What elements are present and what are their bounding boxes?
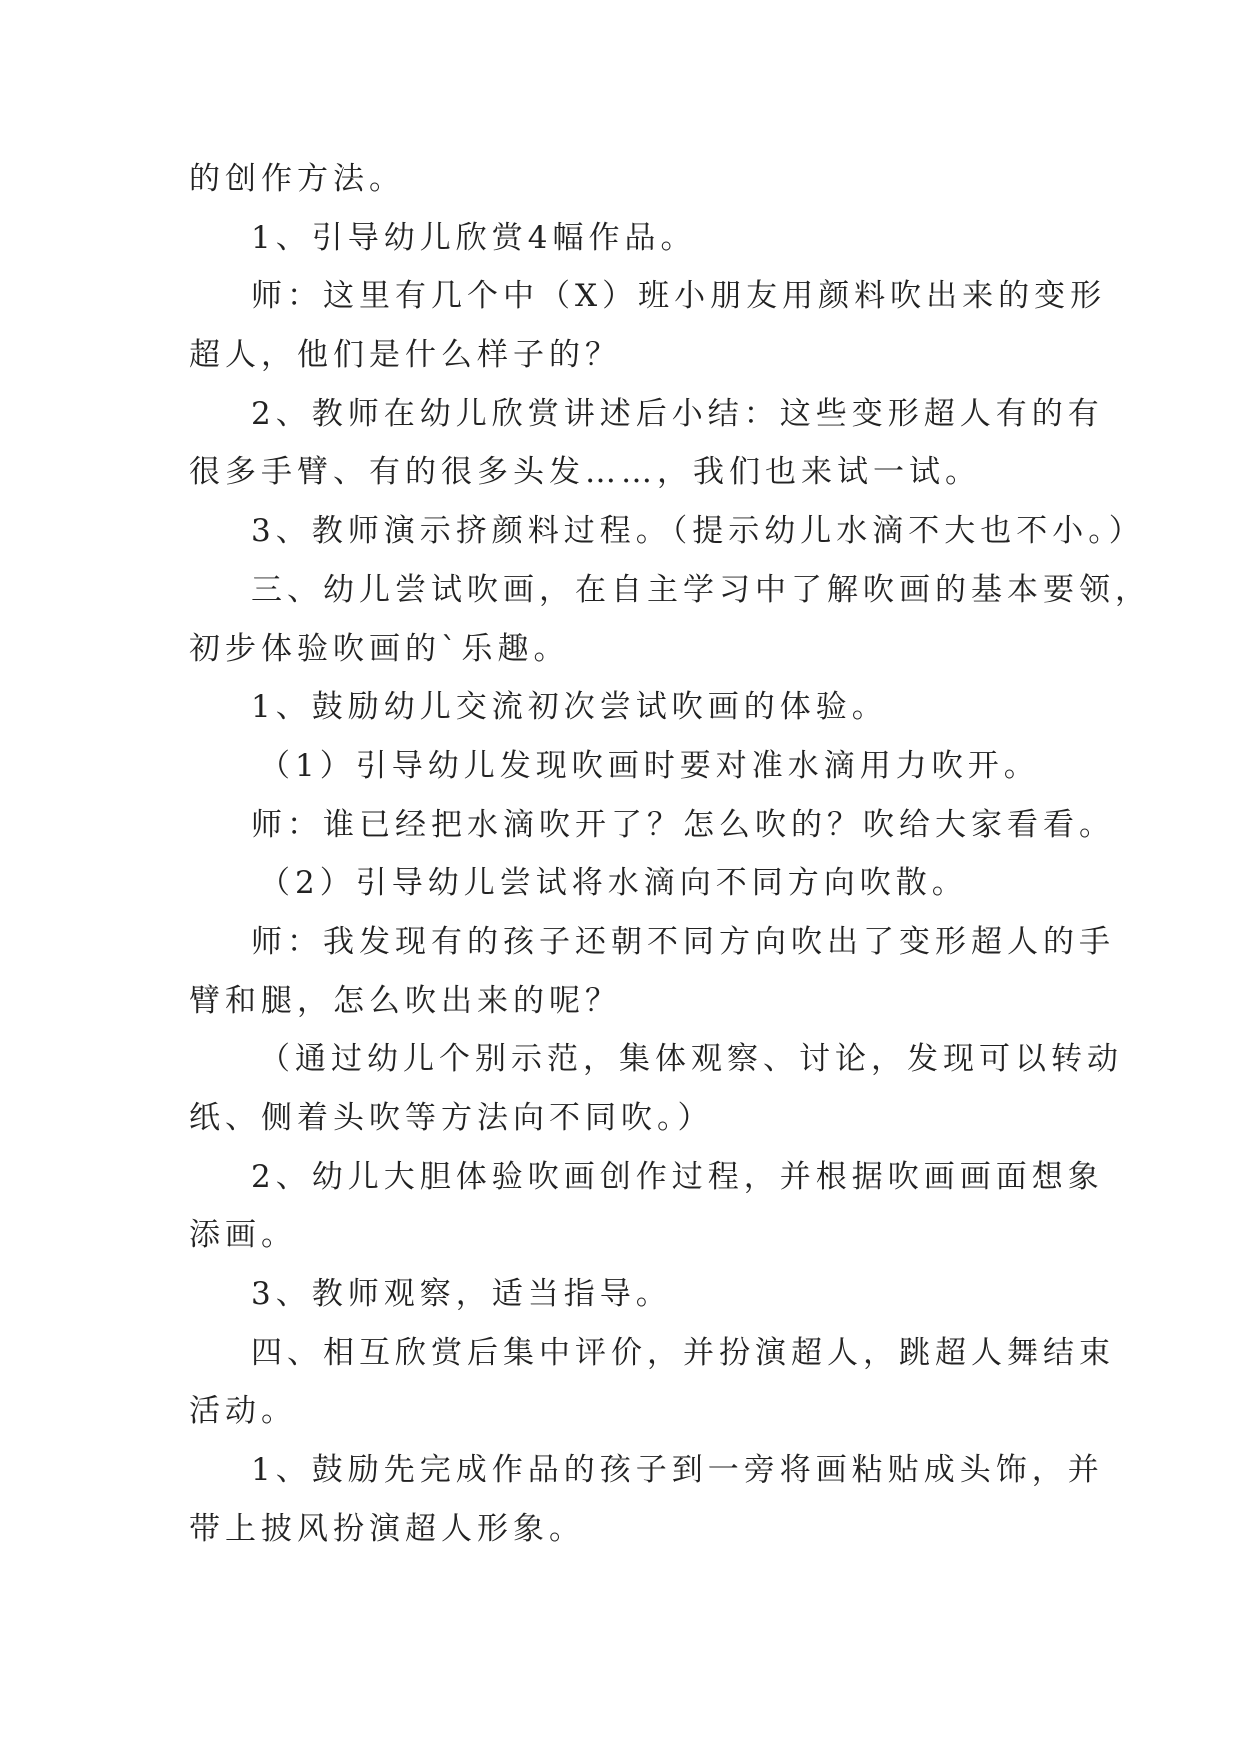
text-line: 师：这里有几个中（X）班小朋友用颜料吹出来的变形 xyxy=(251,278,1107,315)
body-text xyxy=(189,150,1151,1559)
text-line: 2、教师在幼儿欣赏讲述后小结：这些变形超人有的有 xyxy=(251,395,1104,432)
text-line: 1、鼓励先完成作品的孩子到一旁将画粘贴成头饰，并 xyxy=(251,1452,1104,1489)
text-line: 活动。 xyxy=(189,1393,297,1430)
text-line: 纸、侧着头吹等方法向不同吹。） xyxy=(189,1100,714,1136)
text-line: （2）引导幼儿尝试将水滴向不同方向吹散。 xyxy=(259,865,968,902)
text-line: 很多手臂、有的很多头发……，我们也来试一试。 xyxy=(189,454,981,491)
text-line: 1、鼓励幼儿交流初次尝试吹画的体验。 xyxy=(251,689,888,726)
text-line: 3、教师演示挤颜料过程。（提示幼儿水滴不大也不小。） xyxy=(251,513,1145,550)
text-line: （通过幼儿个别示范，集体观察、讨论，发现可以转动 xyxy=(259,1041,1123,1078)
text-line: 初步体验吹画的`乐趣。 xyxy=(189,630,570,667)
text-line: 2、幼儿大胆体验吹画创作过程，并根据吹画画面想象 xyxy=(251,1158,1104,1195)
text-line: （1）引导幼儿发现吹画时要对准水滴用力吹开。 xyxy=(259,747,1040,784)
text-line: 四、相互欣赏后集中评价，并扮演超人，跳超人舞结束 xyxy=(251,1334,1115,1371)
text-line: 师：谁已经把水滴吹开了？怎么吹的？吹给大家看看。 xyxy=(251,806,1115,843)
text-line: 师：我发现有的孩子还朝不同方向吹出了变形超人的手 xyxy=(251,923,1115,960)
text-line: 臂和腿，怎么吹出来的呢？ xyxy=(189,982,621,1019)
text-line: 超人，他们是什么样子的？ xyxy=(189,337,621,374)
text-line: 3、教师观察，适当指导。 xyxy=(251,1276,672,1313)
text-line: 1、引导幼儿欣赏4幅作品。 xyxy=(251,219,697,256)
text-line: 带上披风扮演超人形象。 xyxy=(189,1510,585,1547)
text-line: 三、幼儿尝试吹画，在自主学习中了解吹画的基本要领， xyxy=(251,571,1151,608)
text-line: 添画。 xyxy=(189,1217,297,1254)
text-line: 的创作方法。 xyxy=(189,161,405,197)
